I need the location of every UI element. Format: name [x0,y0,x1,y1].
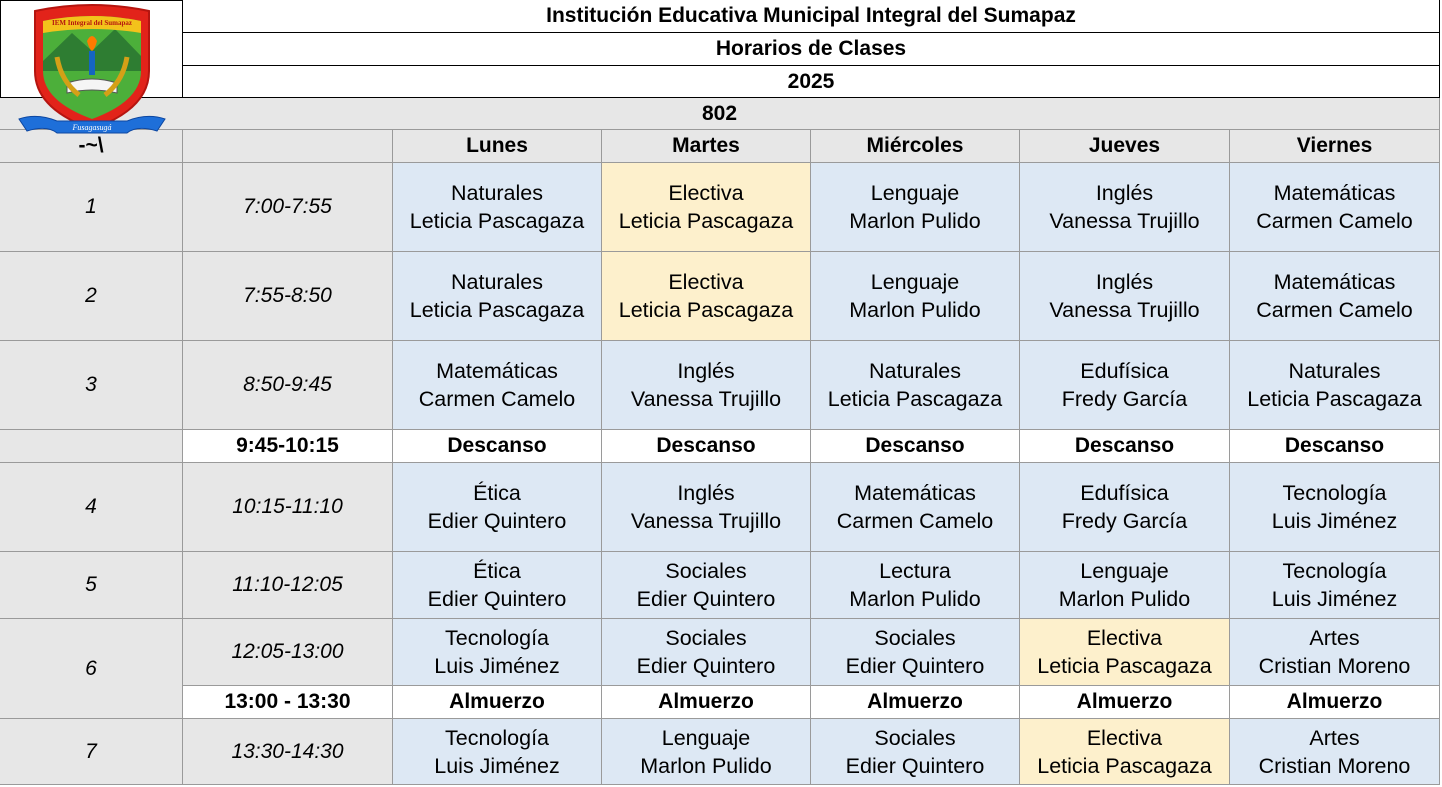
class-subject: Matemáticas [436,359,558,383]
period-number: 5 [0,552,183,619]
class-cell [393,619,602,686]
class-teacher: Edier Quintero [845,753,985,778]
class-cell [1230,619,1440,686]
period-number: 6 [0,619,183,719]
class-teacher: Edier Quintero [845,654,985,678]
lunch-label: Almuerzo [393,686,602,719]
class-subject: Electiva [1086,626,1163,650]
day-header-4: Viernes [1230,130,1440,163]
class-cell [811,463,1020,552]
class-teacher: Luis Jiménez [434,753,560,778]
class-subject: Sociales [874,626,956,650]
logo-text: IEM Integral del Sumapaz [52,19,132,27]
group-label: 802 [0,98,1440,130]
class-subject: Sociales [874,725,956,750]
day-header-3: Jueves [1020,130,1230,163]
class-subject: Ética [473,481,521,505]
class-subject: Artes [1309,725,1360,750]
period-number: 1 [0,163,183,252]
lunch-label: Almuerzo [1020,686,1230,719]
day-header-0: Lunes [393,130,602,163]
day-header-1: Martes [602,130,811,163]
class-subject: Electiva [668,270,744,294]
class-cell [1020,463,1230,552]
class-subject: Lenguaje [1080,559,1169,583]
class-cell [1230,463,1440,552]
class-cell [602,163,811,252]
class-subject: Tecnología [1282,559,1387,583]
class-teacher: Vanessa Trujillo [1049,209,1200,233]
class-teacher: Luis Jiménez [434,654,560,678]
period-time: 10:15-11:10 [183,463,393,552]
lunch-label: Almuerzo [811,686,1020,719]
class-subject: Naturales [450,181,543,205]
recess-time: 9:45-10:15 [183,430,393,463]
period-time: 8:50-9:45 [183,341,393,430]
day-header-2: Miércoles [811,130,1020,163]
class-subject: Electiva [1086,725,1163,750]
class-cell [393,252,602,341]
class-subject: Inglés [677,481,735,505]
class-cell [811,552,1020,619]
period-time: 12:05-13:00 [183,619,393,686]
class-subject: Matemáticas [854,481,976,505]
class-subject: Sociales [665,626,747,650]
class-subject: Matemáticas [1273,270,1396,294]
class-teacher: Marlon Pulido [640,753,772,778]
class-teacher: Marlon Pulido [1058,587,1191,611]
class-teacher: Luis Jiménez [1271,509,1398,533]
school-crest-icon [17,1,167,141]
corner-label: -~\ [0,130,183,163]
class-teacher: Marlon Pulido [849,587,981,611]
class-cell [1230,552,1440,619]
class-teacher: Cristian Moreno [1258,753,1411,778]
recess-label: Descanso [1230,430,1440,463]
class-teacher: Luis Jiménez [1271,587,1398,611]
class-teacher: Leticia Pascagaza [409,298,585,322]
class-cell [393,163,602,252]
period-time: 11:10-12:05 [183,552,393,619]
class-subject: Lenguaje [661,725,751,750]
class-cell [1020,163,1230,252]
class-teacher: Leticia Pascagaza [1247,387,1422,411]
schedule-subtitle: Horarios de Clases [183,33,1440,66]
recess-label: Descanso [811,430,1020,463]
class-teacher: Vanessa Trujillo [630,509,782,533]
class-subject: Edufísica [1080,359,1169,383]
class-subject: Matemáticas [1273,181,1396,205]
class-cell [1020,341,1230,430]
lunch-label: Almuerzo [1230,686,1440,719]
class-cell [393,463,602,552]
class-teacher: Leticia Pascagaza [409,209,585,233]
class-teacher: Carmen Camelo [418,387,576,411]
class-subject: Tecnología [445,725,549,750]
class-cell [811,719,1020,785]
class-cell [1230,163,1440,252]
class-cell [1020,552,1230,619]
period-number: 2 [0,252,183,341]
class-cell [602,252,811,341]
recess-label: Descanso [602,430,811,463]
class-subject: Tecnología [445,626,549,650]
class-teacher: Leticia Pascagaza [1037,753,1212,778]
class-subject: Sociales [665,559,747,583]
class-subject: Tecnología [1282,481,1387,505]
class-cell [602,463,811,552]
class-teacher: Marlon Pulido [849,209,981,233]
class-teacher: Edier Quintero [427,509,567,533]
lunch-label: Almuerzo [602,686,811,719]
class-teacher: Edier Quintero [636,587,776,611]
class-subject: Inglés [1095,181,1154,205]
class-cell [1230,341,1440,430]
class-subject: Lenguaje [870,270,960,294]
class-subject: Naturales [450,270,543,294]
class-cell [393,341,602,430]
class-teacher: Carmen Camelo [1256,298,1413,322]
class-subject: Artes [1309,626,1360,650]
lunch-time: 13:00 - 13:30 [183,686,393,719]
class-cell [602,552,811,619]
logo-ribbon: Fusagasugá [72,123,112,132]
class-subject: Lenguaje [870,181,960,205]
class-teacher: Leticia Pascagaza [827,387,1003,411]
class-subject: Naturales [868,359,961,383]
class-teacher: Leticia Pascagaza [1037,654,1212,678]
recess-label: Descanso [393,430,602,463]
year-label: 2025 [183,66,1440,98]
class-subject: Edufísica [1080,481,1169,505]
period-time: 13:30-14:30 [183,719,393,785]
period-time: 7:00-7:55 [183,163,393,252]
class-teacher: Edier Quintero [427,587,567,611]
class-subject: Inglés [677,359,735,383]
class-cell [1020,719,1230,785]
institution-title: Institución Educativa Municipal Integral del Sumapaz [183,0,1440,33]
class-teacher: Vanessa Trujillo [630,387,782,411]
class-subject: Naturales [1288,359,1381,383]
class-cell [811,163,1020,252]
class-teacher: Fredy García [1061,387,1188,411]
class-teacher: Carmen Camelo [836,509,994,533]
class-teacher: Fredy García [1061,509,1188,533]
class-teacher: Leticia Pascagaza [618,209,794,233]
recess-label: Descanso [1020,430,1230,463]
class-teacher: Vanessa Trujillo [1049,298,1200,322]
class-teacher: Cristian Moreno [1258,654,1411,678]
class-cell [602,719,811,785]
class-cell [811,252,1020,341]
recess-blank [0,430,183,463]
class-cell [811,341,1020,430]
time-header [183,130,393,163]
class-subject: Inglés [1095,270,1154,294]
class-cell [393,719,602,785]
class-cell [1020,252,1230,341]
class-teacher: Edier Quintero [636,654,776,678]
class-subject: Electiva [668,181,744,205]
period-number: 7 [0,719,183,785]
class-cell [602,619,811,686]
period-number: 3 [0,341,183,430]
class-teacher: Marlon Pulido [849,298,981,322]
class-teacher: Leticia Pascagaza [618,298,794,322]
period-number: 4 [0,463,183,552]
class-cell [393,552,602,619]
class-cell [1230,252,1440,341]
period-time: 7:55-8:50 [183,252,393,341]
class-teacher: Carmen Camelo [1256,209,1413,233]
class-cell [1230,719,1440,785]
class-subject: Lectura [879,559,951,583]
logo-cell [0,0,183,132]
class-cell [811,619,1020,686]
class-cell [602,341,811,430]
class-subject: Ética [473,559,521,583]
class-cell [1020,619,1230,686]
